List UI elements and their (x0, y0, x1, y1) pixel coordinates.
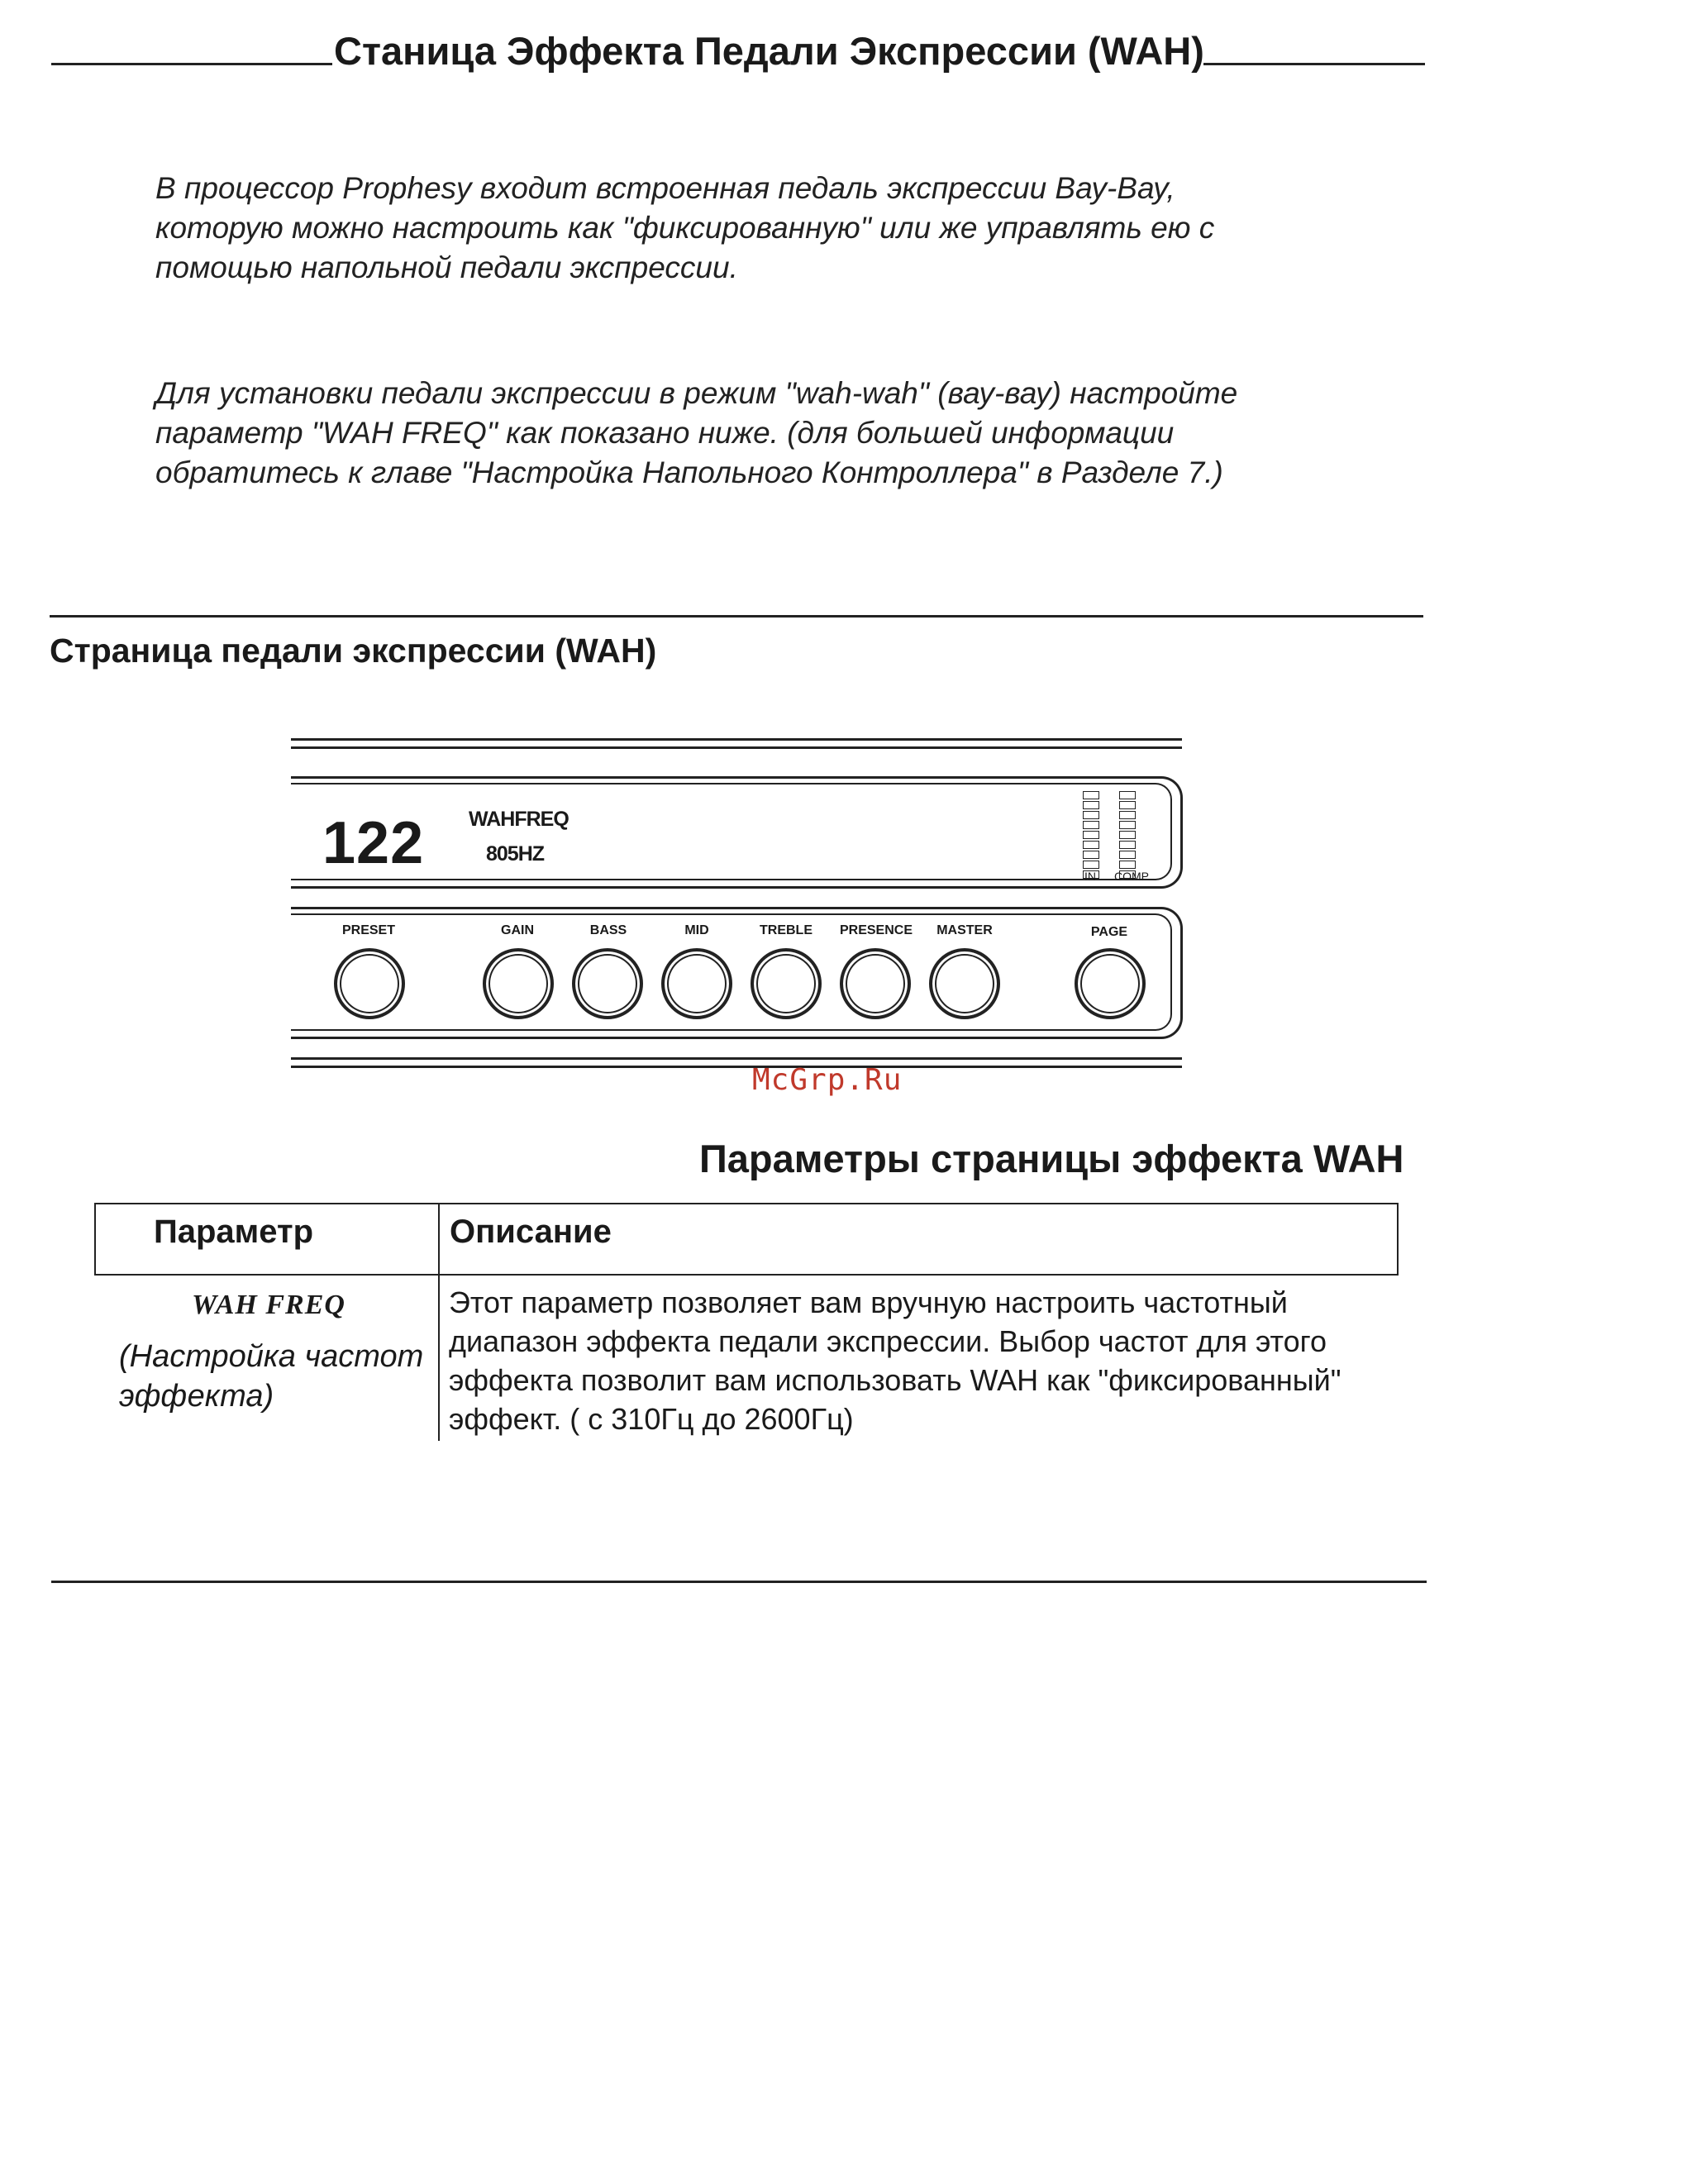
preset-knob[interactable] (334, 948, 405, 1019)
device-panel (291, 732, 1185, 1075)
gain-knob[interactable] (483, 948, 554, 1019)
knob-label-treble: TREBLE (760, 923, 813, 937)
col-header-desc: Описание (450, 1214, 612, 1250)
knob-label-page: PAGE (1090, 925, 1128, 939)
intro-paragraph-2 (155, 374, 1237, 493)
param-desc-line: диапазон эффекта педали экспрессии. Выбор частот для этого (449, 1324, 1327, 1358)
param-desc-line: эффект. ( с 310Гц до 2600Гц) (449, 1402, 854, 1436)
intro-paragraph-1 (155, 169, 1214, 288)
page-knob[interactable] (1075, 948, 1146, 1019)
intro-p1-line: которую можно настроить как "фиксированную" или же управлять ею с (155, 211, 1215, 245)
meter-comp-label: COMP (1114, 870, 1149, 883)
intro-p1-line: помощью напольной педали экспрессии. (155, 250, 738, 284)
knob-label-gain: GAIN (501, 923, 534, 937)
param-description (449, 1283, 1341, 1438)
intro-p2-line: параметр "WAH FREQ" как показано ниже. (для большей информации (155, 416, 1175, 450)
input-level-meter (1083, 791, 1099, 880)
watermark: McGrp.Ru (752, 1063, 903, 1097)
page-title: Станица Эффекта Педали Экспрессии (WAH) (334, 29, 1204, 73)
intro-p2-line: обратитесь к главе "Настройка Напольного Контроллера" в Разделе 7.) (155, 455, 1223, 489)
param-note-line: (Настройка частот (119, 1339, 424, 1374)
panel-top-line-1 (291, 738, 1182, 741)
panel-top-line-2 (291, 746, 1182, 749)
params-title: Параметры страницы эффекта WAH (699, 1137, 1404, 1180)
knob-label-mid: MID (684, 923, 709, 937)
intro-p1-line: В процессор Prophesy входит встроенная педаль экспрессии Вау-Вау, (155, 171, 1175, 205)
param-name: WAH FREQ (192, 1290, 346, 1320)
knob-label-preset: PRESET (341, 923, 395, 937)
display-parameter-name: WAHFREQ (469, 808, 569, 831)
bass-knob[interactable] (572, 948, 643, 1019)
panel-bottom-line-2 (291, 1066, 1182, 1068)
col-header-param: Параметр (154, 1214, 314, 1250)
knob-label-presence: PRESENCE (839, 923, 913, 937)
title-rule-right (1203, 63, 1425, 65)
section-title: Страница педали экспрессии (WAH) (50, 632, 657, 670)
mid-knob[interactable] (661, 948, 732, 1019)
comp-level-meter (1119, 791, 1136, 880)
panel-bottom-line-1 (291, 1057, 1182, 1060)
display-parameter-value: 805HZ (486, 842, 545, 865)
preset-number-display: 122 (322, 810, 425, 876)
meter-in-label: IN (1084, 870, 1096, 883)
param-desc-line: Этот параметр позволяет вам вручную настроить частотный (449, 1285, 1288, 1319)
bottom-divider (51, 1581, 1427, 1583)
knob-label-bass: BASS (589, 923, 627, 937)
param-note-line: эффекта) (119, 1379, 274, 1414)
presence-knob[interactable] (840, 948, 911, 1019)
section-divider (50, 615, 1423, 618)
param-desc-line: эффекта позволит вам использовать WAH как "фиксированный" (449, 1363, 1341, 1397)
params-table-divider (438, 1203, 440, 1441)
title-rule-left (51, 63, 332, 65)
intro-p2-line: Для установки педали экспрессии в режим "wah-wah" (вау-вау) настройте (155, 376, 1238, 410)
treble-knob[interactable] (751, 948, 822, 1019)
knob-label-master: MASTER (936, 923, 993, 937)
master-knob[interactable] (929, 948, 1000, 1019)
param-note (119, 1337, 423, 1416)
